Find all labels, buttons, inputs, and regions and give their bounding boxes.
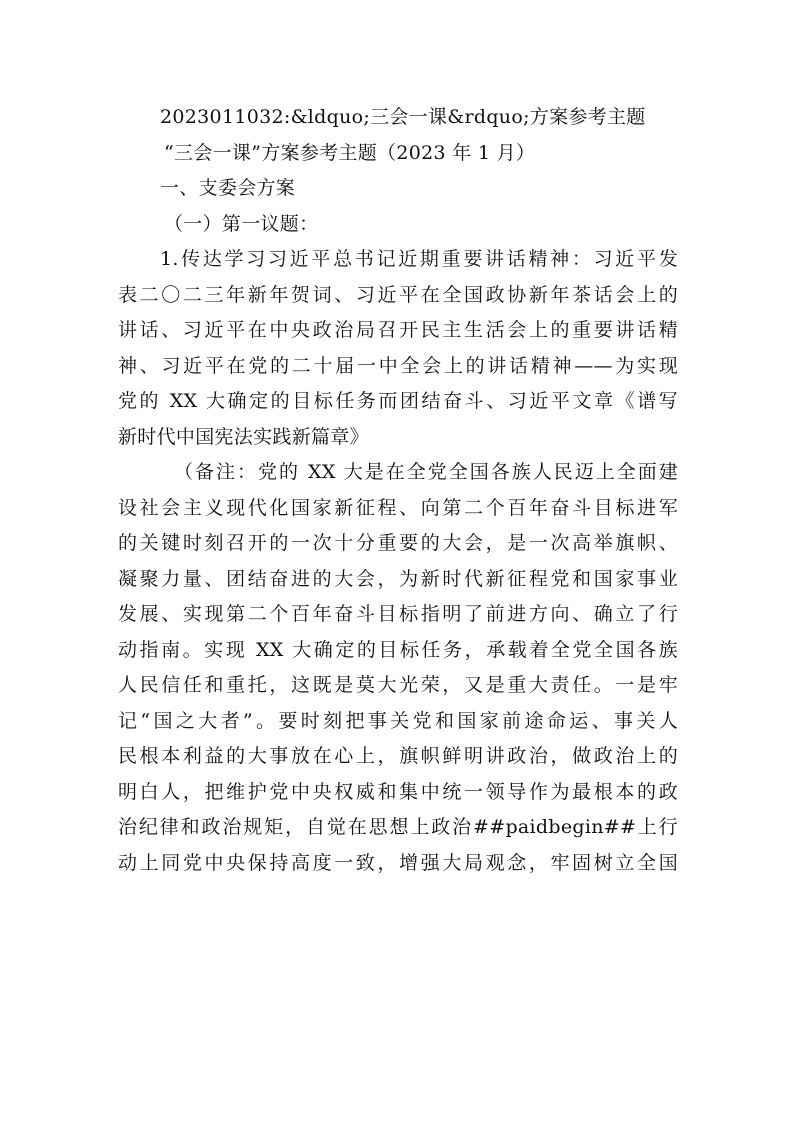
subsection-heading: （一）第一议题： [164,212,319,235]
document-title: “三会一课”方案参考主题（2023 年 1 月） [164,141,536,164]
note-line: 明白人，把维护党中央权威和集中统一领导作为最根本的政 [118,780,678,803]
section-heading: 一、支委会方案 [160,177,296,199]
item1-line: 党的 XX 大确定的目标任务而团结奋斗、习近平文章《谱写 [118,390,678,412]
note-line: 发展、实现第二个百年奋斗目标指明了前进方向、确立了行 [118,603,678,625]
note-line: 治纪律和政治规矩，自觉在思想上政治##paidbegin##上行 [118,816,678,838]
note-line: 设社会主义现代化国家新征程、向第二个百年奋斗目标进军 [118,496,678,519]
note-line: 凝聚力量、团结奋进的大会，为新时代新征程党和国家事业 [118,567,678,590]
item1-line: 新时代中国宪法实践新篇章》 [118,425,369,448]
note-line: 人民信任和重托，这既是莫大光荣，又是重大责任。一是牢 [118,674,678,696]
item1-line: 1.传达学习习近平总书记近期重要讲话精神：习近平发 [160,248,678,270]
item1-line: 讲话、习近平在中央政治局召开民主生活会上的重要讲话精 [118,319,678,341]
item1-line: 表二〇二三年新年贺词、习近平在全国政协新年茶话会上的 [118,283,678,306]
note-line: 动指南。实现 XX 大确定的目标任务，承载着全党全国各族 [118,638,678,661]
note-line: 民根本利益的大事放在心上，旗帜鲜明讲政治，做政治上的 [118,745,678,767]
note-line: 的关键时刻召开的一次十分重要的大会，是一次高举旗帜、 [118,532,678,554]
item1-line: 神、习近平在党的二十届一中全会上的讲话精神——为实现 [118,354,678,377]
note-line: 记“国之大者”。要时刻把事关党和国家前途命运、事关人 [118,709,678,732]
document-body [118,100,678,881]
document-header-line: 2023011032:&ldquo;三会一课&rdquo;方案参考主题 [160,106,646,128]
note-line: （备注：党的 XX 大是在全党全国各族人民迈上全面建 [174,461,678,483]
note-line: 动上同党中央保持高度一致，增强大局观念，牢固树立全国 [118,851,678,874]
